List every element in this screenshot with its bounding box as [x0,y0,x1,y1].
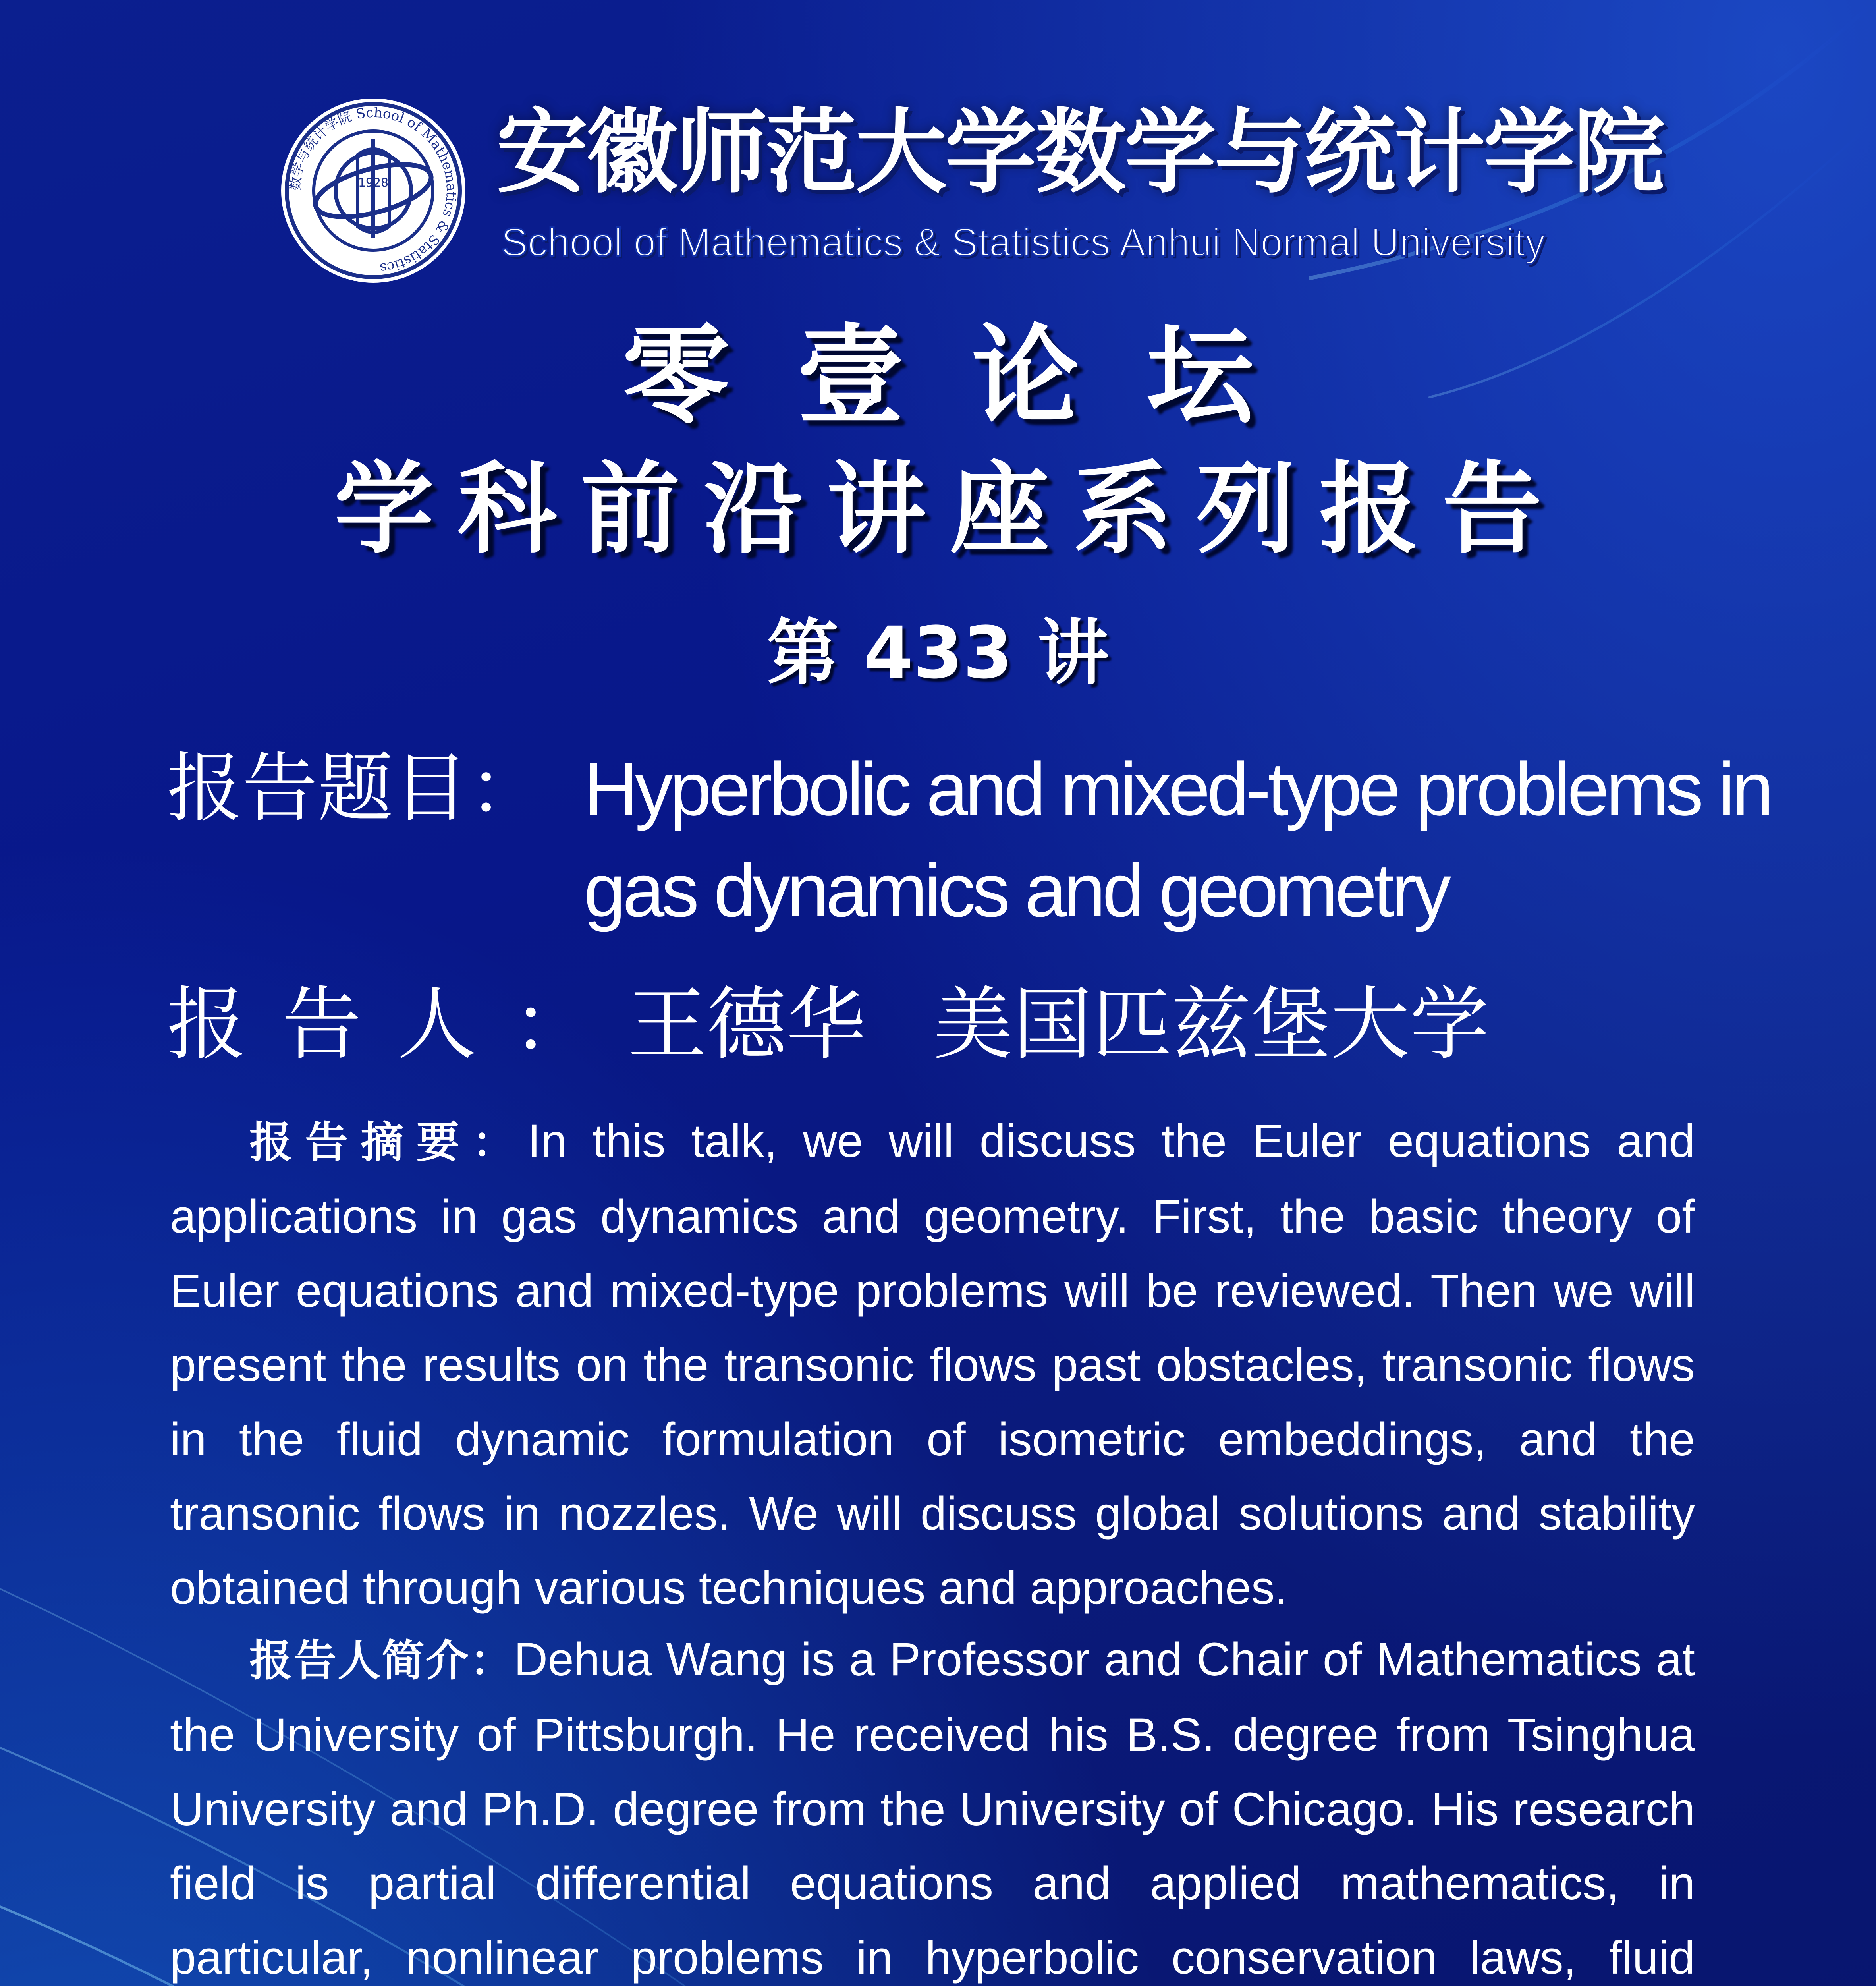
school-name-chinese: 安徽师范大学数学与统计学院 [496,100,1664,206]
bio-text: Dehua Wang is a Professor and Chair of Mathematics at the University of Pittsburgh. He received his B.S. degree from Tsinghua University and Ph.D. degree from the University of Chicago. His research field is partial differential equations and applied mathematics, in particular, nonlinear problems in hyperbolic conservation laws, fluid [170,1633,1695,1984]
bio-label: 报告人简介： [249,1636,514,1686]
bio-paragraph [170,1623,1695,1986]
logo-year: 1928 [358,176,389,190]
forum-subtitle: 学科前沿讲座系列报告 [334,450,1565,567]
lecture-number: 第 433 讲 [767,612,1109,695]
abstract-label: 报告摘要： [249,1118,528,1167]
talk-title-line-1: Hyperbolic and mixed-type problems in [584,747,1771,831]
forum-title: 零壹论坛 [622,312,1321,439]
talk-title-line-2: gas dynamics and geometry [584,848,1448,933]
speaker-label: 报告人： [167,978,628,1071]
speaker-name: 王德华 [627,978,866,1071]
talk-title [584,739,1815,941]
speaker-affiliation: 美国匹兹堡大学 [933,978,1490,1071]
school-logo [278,95,469,286]
speaker-row [167,973,1755,1076]
talk-title-label: 报告题目： [167,744,544,832]
logo-ring-text: 数学与统计学院 School of Mathematics & Statistics [287,104,459,276]
abstract-paragraph [170,1104,1695,1625]
school-name-english: School of Mathematics & Statistics Anhui Normal University [501,220,1545,265]
abstract-text: In this talk, we will discuss the Euler equations and applications in gas dynamics and geometry. First, the basic theory of Euler equations and mixed-type problems will be reviewed. Then we will present the results on the transonic flows past obstacles, transonic flows in the fluid dynamic formulation of isometric embeddings, and the transonic flows in nozzles. We will discuss global solutions and stability obtained through various techniques and approaches. [170,1115,1695,1614]
